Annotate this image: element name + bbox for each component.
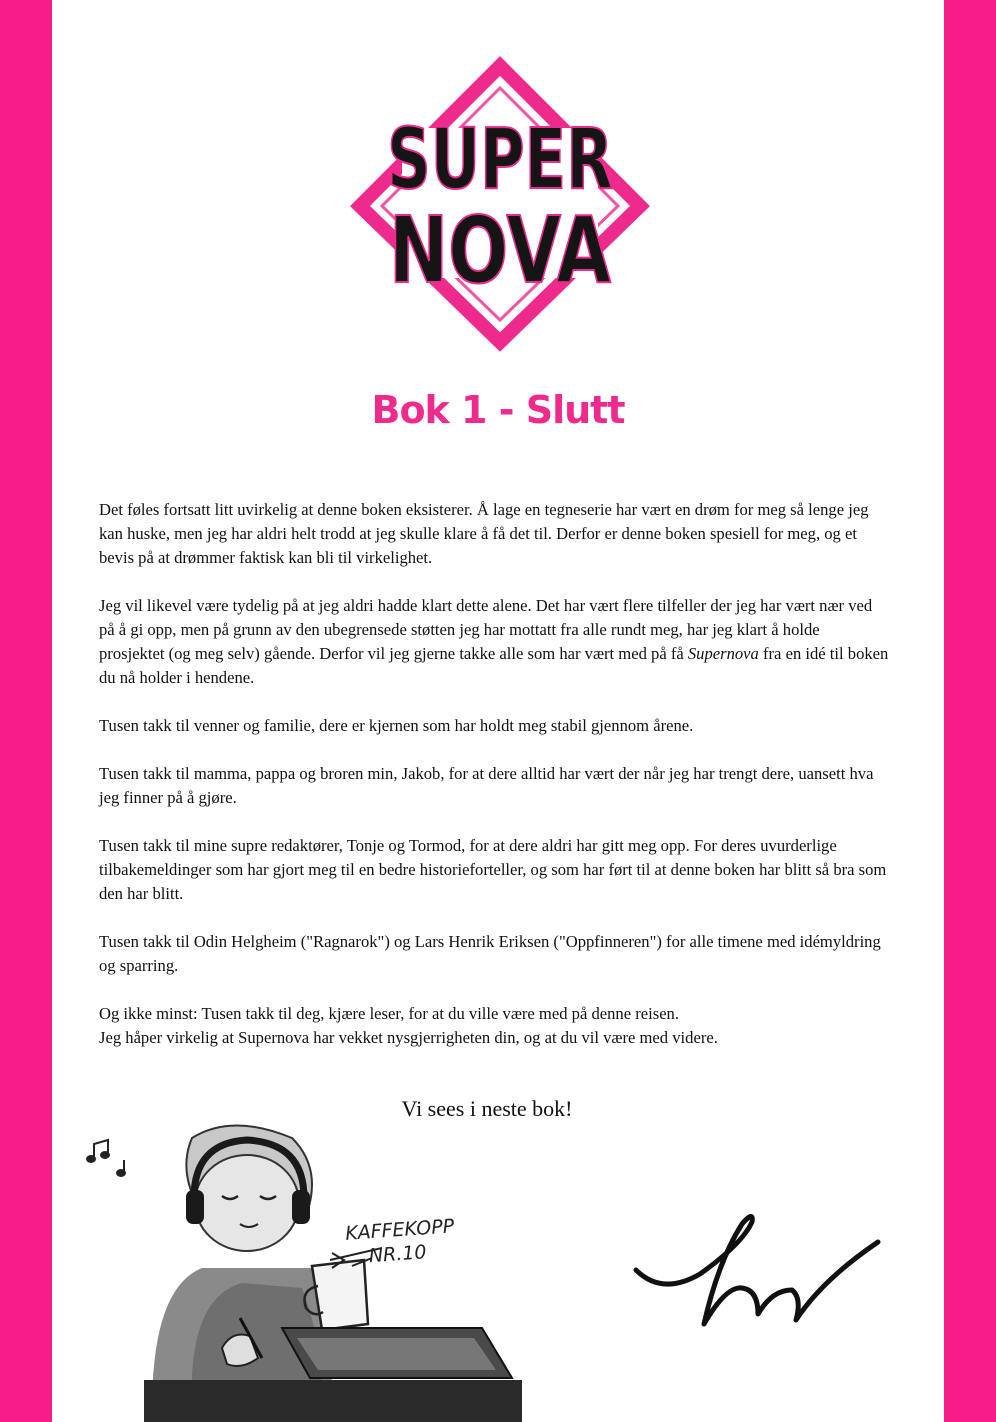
- mug-annotation: [344, 1214, 456, 1269]
- page: [52, 0, 944, 1422]
- paragraph-2: [99, 594, 889, 690]
- supernova-logo: [350, 58, 650, 348]
- paragraph-2-text: Jeg vil likevel være tydelig på at jeg aldri hadde klart dette alene. Det har vært flere tilfeller der jeg har vært nær ved på å gi opp, men på grunn av den ubegrensede støtten jeg har mottatt fra alle rundt meg, har jeg klart å holde prosjektet (og meg selv) gående. Derfor vil jeg gjerne takke alle som har vært med på få: [99, 596, 873, 663]
- book-title-italic: Supernova: [687, 644, 759, 663]
- paragraph-7-line1: Og ikke minst: Tusen takk til deg, kjære leser, for at du ville være med på denne reisen.: [99, 1004, 680, 1023]
- author-signature: [632, 1204, 882, 1334]
- paragraph-2-text-end: fra en idé til boken du nå holder i hendene.: [99, 644, 889, 687]
- farewell-text: Vi sees i neste bok!: [401, 1096, 573, 1121]
- annotation-line2: NR.10: [368, 1241, 428, 1268]
- page-title: Bok 1 - Slutt: [371, 388, 625, 432]
- author-illustration: [82, 1118, 522, 1422]
- paragraph-1: Det føles fortsatt litt uvirkelig at denne boken eksisterer. Å lage en tegneserie har vært en drøm for meg så lenge jeg kan huske, men jeg har aldri helt trodd at jeg skulle klare å få det til. Derfor er denne boken spesiell for meg, og et bevis på at drømmer faktisk kan bli til virkelighet.: [99, 500, 869, 567]
- desk: [144, 1380, 522, 1422]
- paragraph-7-line2: Jeg håper virkelig at Supernova har vekket nysgjerrigheten din, og at du vil være med videre.: [99, 1028, 718, 1047]
- annotation-line1: KAFFEKOPP: [344, 1215, 455, 1245]
- paragraph-6: Tusen takk til Odin Helgheim ("Ragnarok") og Lars Henrik Eriksen ("Oppfinneren") for alle timene med idémyldring og sparring.: [99, 932, 881, 975]
- paragraph-4: Tusen takk til mamma, pappa og broren min, Jakob, for at dere alltid har vært der når jeg har trengt dere, uansett hva jeg finner på å gjøre.: [99, 764, 874, 807]
- logo-line1: SUPER: [387, 110, 613, 208]
- acknowledgements-text: [99, 498, 889, 1050]
- logo-line2: NOVA: [389, 197, 611, 304]
- paragraph-5: Tusen takk til mine supre redaktører, Tonje og Tormod, for at dere aldri har gitt meg opp. For deres uvurderlige tilbakemeldinger som har gjort meg til en bedre historieforteller, og som har ført til at denne boken har blitt så bra som den har blitt.: [99, 836, 887, 903]
- face: [195, 1155, 299, 1251]
- paragraph-3: Tusen takk til venner og familie, dere er kjernen som har holdt meg stabil gjennom årene.: [99, 716, 694, 735]
- music-notes-icon: [87, 1140, 125, 1176]
- right-border: [944, 0, 996, 1422]
- left-border: [0, 0, 52, 1422]
- paragraph-7: [99, 1002, 889, 1050]
